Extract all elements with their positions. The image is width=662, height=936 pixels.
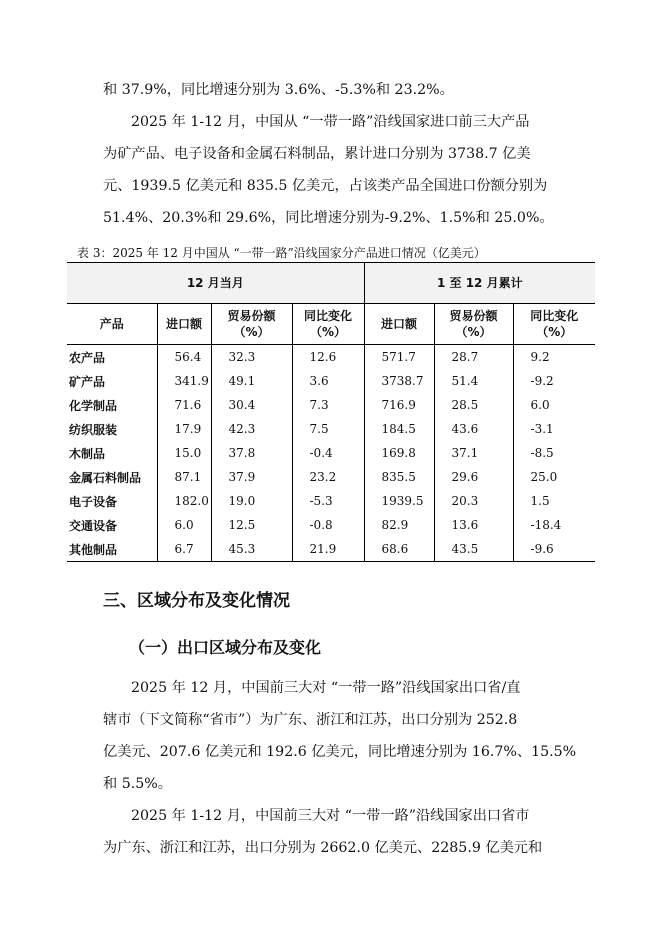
cell-year-yoy: -18.4: [513, 513, 595, 537]
import-paragraph: [103, 106, 573, 234]
col-header-yoy-cumulative: [513, 304, 595, 345]
table-row: [67, 369, 595, 393]
subsection-heading: （一）出口区域分布及变化: [129, 638, 322, 657]
table-row: [67, 513, 595, 537]
cell-product: 木制品: [69, 446, 106, 461]
cell-month-import: 6.7: [157, 537, 211, 562]
paragraph-line: 辖市（下文简称“省市”）为广东、浙江和江苏，出口分别为 252.8: [103, 712, 518, 728]
table-row: [67, 393, 595, 417]
table-group-header-row: [67, 263, 595, 304]
paragraph-line: 2025 年 12 月，中国前三大对 “一带一路”沿线国家出口省/直: [131, 680, 521, 696]
cell-month-yoy: -0.4: [292, 441, 364, 465]
cell-month-import: 71.6: [157, 393, 211, 417]
table-row: [67, 345, 595, 370]
table-caption: 表 3：2025 年 12 月中国从 “一带一路”沿线国家分产品进口情况（亿美元）: [77, 246, 486, 260]
paragraph-line: 亿美元、207.6 亿美元和 192.6 亿美元，同比增速分别为 16.7%、15.5%: [103, 744, 577, 760]
cell-year-share: 43.5: [434, 537, 513, 562]
col-header-import: 进口额: [157, 304, 211, 345]
export-paragraph-1: [103, 672, 577, 800]
cell-year-import: 571.7: [364, 345, 434, 370]
cell-year-share: 20.3: [434, 489, 513, 513]
cell-month-yoy: 3.6: [292, 369, 364, 393]
cell-year-yoy: -9.2: [513, 369, 595, 393]
paragraph-line: 和 5.5%。: [103, 776, 172, 792]
cell-year-import: 3738.7: [364, 369, 434, 393]
cell-year-import: 82.9: [364, 513, 434, 537]
cell-year-share: 29.6: [434, 465, 513, 489]
table-row: [67, 537, 595, 562]
table-row: [67, 417, 595, 441]
paragraph-line: 为广东、浙江和江苏，出口分别为 2662.0 亿美元、2285.9 亿美元和: [103, 840, 543, 856]
cell-month-import: 15.0: [157, 441, 211, 465]
cell-year-import: 68.6: [364, 537, 434, 562]
intro-paragraph: [103, 74, 573, 106]
cell-year-share: 51.4: [434, 369, 513, 393]
col-header-yoy-line2: （%）: [536, 325, 573, 339]
cell-month-share: 12.5: [211, 513, 292, 537]
cell-month-import: 56.4: [157, 345, 211, 370]
cell-month-yoy: 21.9: [292, 537, 364, 562]
cell-year-share: 28.5: [434, 393, 513, 417]
cell-month-import: 182.0: [157, 489, 211, 513]
col-header-import-cumulative: 进口额: [364, 304, 434, 345]
import-table: [67, 262, 595, 562]
paragraph-line: 为矿产品、电子设备和金属石料制品，累计进口分别为 3738.7 亿美: [103, 146, 531, 162]
cell-product: 金属石料制品: [69, 470, 142, 485]
group-header-monthly: 12 月当月: [67, 263, 364, 304]
paragraph-line: 元、1939.5 亿美元和 835.5 亿美元，占该类产品全国进口份额分别为: [103, 178, 548, 194]
cell-month-import: 87.1: [157, 465, 211, 489]
col-header-share-line2: （%）: [233, 325, 270, 339]
cell-year-share: 28.7: [434, 345, 513, 370]
cell-product: 交通设备: [69, 518, 118, 533]
paragraph-line: 51.4%、20.3%和 29.6%，同比增速分别为-9.2%、1.5%和 25.0%。: [103, 210, 554, 226]
cell-month-yoy: 12.6: [292, 345, 364, 370]
cell-year-yoy: -8.5: [513, 441, 595, 465]
table-row: [67, 465, 595, 489]
cell-product: 纺织服装: [69, 422, 118, 437]
export-paragraph-2: [103, 800, 573, 864]
cell-product: 农产品: [69, 350, 106, 365]
cell-year-share: 37.1: [434, 441, 513, 465]
cell-year-yoy: 25.0: [513, 465, 595, 489]
cell-year-share: 13.6: [434, 513, 513, 537]
cell-year-yoy: 1.5: [513, 489, 595, 513]
cell-month-share: 19.0: [211, 489, 292, 513]
cell-product: 化学制品: [69, 398, 118, 413]
cell-product: 矿产品: [69, 374, 106, 389]
cell-month-yoy: -5.3: [292, 489, 364, 513]
table-row: [67, 441, 595, 465]
cell-year-yoy: -3.1: [513, 417, 595, 441]
cell-month-share: 37.9: [211, 465, 292, 489]
col-header-share-cumulative: [434, 304, 513, 345]
paragraph-line: 2025 年 1-12 月，中国前三大对 “一带一路”沿线国家出口省市: [131, 808, 530, 824]
cell-month-share: 32.3: [211, 345, 292, 370]
cell-month-import: 6.0: [157, 513, 211, 537]
cell-month-share: 45.3: [211, 537, 292, 562]
cell-month-share: 42.3: [211, 417, 292, 441]
cell-year-import: 835.5: [364, 465, 434, 489]
cell-year-import: 716.9: [364, 393, 434, 417]
cell-year-yoy: -9.6: [513, 537, 595, 562]
cell-month-yoy: 23.2: [292, 465, 364, 489]
col-header-share-line2: （%）: [455, 325, 492, 339]
cell-year-yoy: 9.2: [513, 345, 595, 370]
cell-product: 电子设备: [69, 494, 118, 509]
paragraph-line: 2025 年 1-12 月，中国从 “一带一路”沿线国家进口前三大产品: [131, 114, 530, 130]
cell-year-import: 184.5: [364, 417, 434, 441]
cell-month-yoy: 7.3: [292, 393, 364, 417]
cell-year-import: 1939.5: [364, 489, 434, 513]
col-header-share: [211, 304, 292, 345]
col-header-yoy: [292, 304, 364, 345]
cell-month-share: 30.4: [211, 393, 292, 417]
cell-month-yoy: 7.5: [292, 417, 364, 441]
table-column-header-row: [67, 304, 595, 345]
cell-year-import: 169.8: [364, 441, 434, 465]
col-header-share-line1: 贸易份额: [449, 309, 498, 323]
col-header-yoy-line1: 同比变化: [530, 309, 579, 323]
cell-month-import: 341.9: [157, 369, 211, 393]
cell-month-import: 17.9: [157, 417, 211, 441]
section-heading: 三、区域分布及变化情况: [103, 591, 290, 611]
cell-month-share: 49.1: [211, 369, 292, 393]
col-header-yoy-line2: （%）: [309, 325, 347, 339]
cell-month-yoy: -0.8: [292, 513, 364, 537]
col-header-yoy-line1: 同比变化: [304, 309, 353, 323]
col-header-product: 产品: [67, 304, 157, 345]
cell-month-share: 37.8: [211, 441, 292, 465]
col-header-share-line1: 贸易份额: [227, 309, 276, 323]
paragraph-line: 和 37.9%，同比增速分别为 3.6%、-5.3%和 23.2%。: [103, 82, 454, 98]
group-header-cumulative: 1 至 12 月累计: [364, 263, 595, 304]
cell-product: 其他制品: [67, 537, 157, 562]
table-row: [67, 489, 595, 513]
cell-year-share: 43.6: [434, 417, 513, 441]
cell-year-yoy: 6.0: [513, 393, 595, 417]
